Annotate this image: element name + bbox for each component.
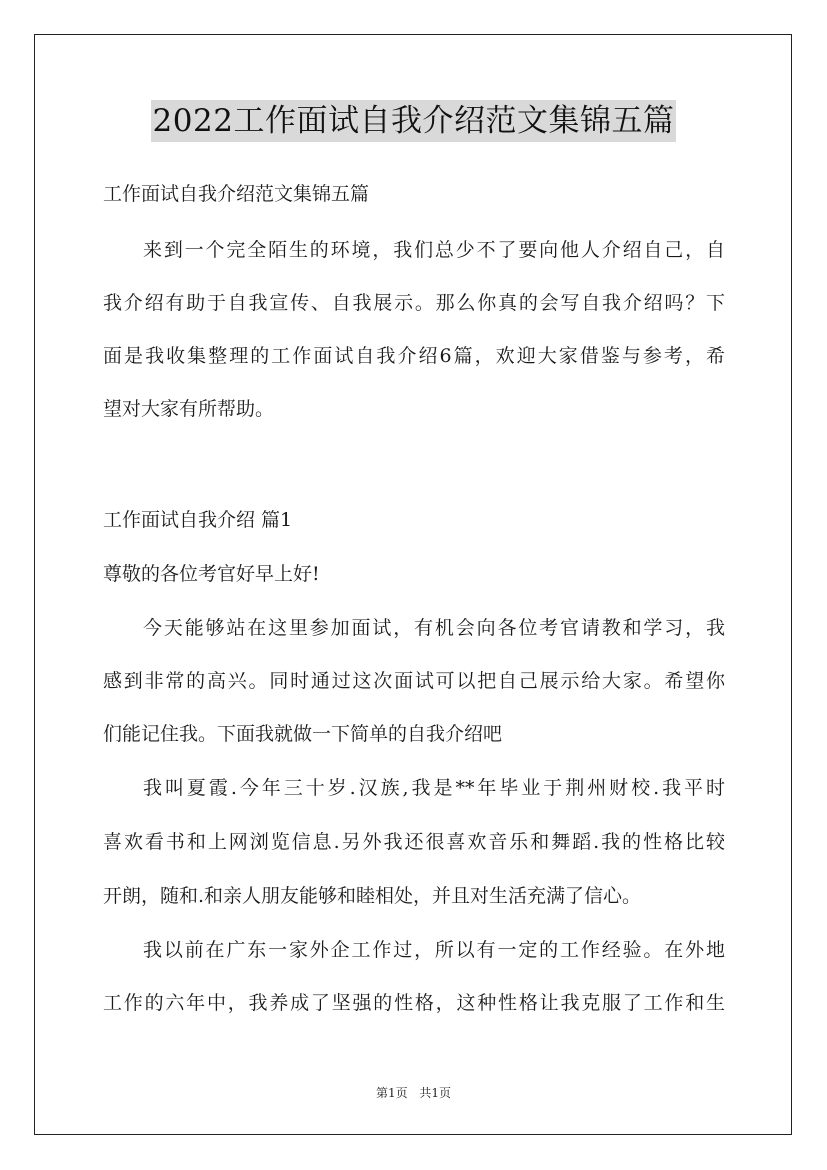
section-heading: 工作面试自我介绍 篇1 bbox=[103, 509, 293, 531]
para2-line-3: 开朗，随和.和亲人朋友能够和睦相处，并且对生活充满了信心。 bbox=[103, 885, 642, 907]
page-total: 共1页 bbox=[419, 1086, 452, 1100]
para2-line-2: 喜欢看书和上网浏览信息.另外我还很喜欢音乐和舞蹈.我的性格比较 bbox=[103, 831, 725, 853]
intro-line-3: 面是我收集整理的工作面试自我介绍6篇，欢迎大家借鉴与参考，希 bbox=[103, 345, 725, 367]
page-footer bbox=[0, 1084, 827, 1101]
para3-line-2: 工作的六年中，我养成了坚强的性格，这种性格让我克服了工作和生 bbox=[103, 992, 725, 1014]
intro-line-1: 来到一个完全陌生的环境，我们总少不了要向他人介绍自己，自 bbox=[143, 239, 725, 261]
greeting: 尊敬的各位考官好早上好! bbox=[103, 563, 320, 585]
para1-line-2: 感到非常的高兴。同时通过这次面试可以把自己展示给大家。希望你 bbox=[103, 670, 725, 692]
document-subtitle: 工作面试自我介绍范文集锦五篇 bbox=[103, 183, 370, 205]
page-number: 第1页 bbox=[375, 1086, 408, 1100]
document-title: 2022工作面试自我介绍范文集锦五篇 bbox=[151, 100, 677, 142]
para1-line-3: 们能记住我。下面我就做一下简单的自我介绍吧 bbox=[103, 723, 503, 745]
intro-line-4: 望对大家有所帮助。 bbox=[103, 398, 275, 420]
para2-line-1: 我叫夏霞.今年三十岁.汉族,我是**年毕业于荆州财校.我平时 bbox=[143, 777, 725, 799]
title-container bbox=[0, 100, 827, 142]
intro-line-2: 我介绍有助于自我宣传、自我展示。那么你真的会写自我介绍吗？下 bbox=[103, 292, 725, 314]
para3-line-1: 我以前在广东一家外企工作过，所以有一定的工作经验。在外地 bbox=[143, 939, 725, 961]
para1-line-1: 今天能够站在这里参加面试，有机会向各位考官请教和学习，我 bbox=[143, 617, 725, 639]
